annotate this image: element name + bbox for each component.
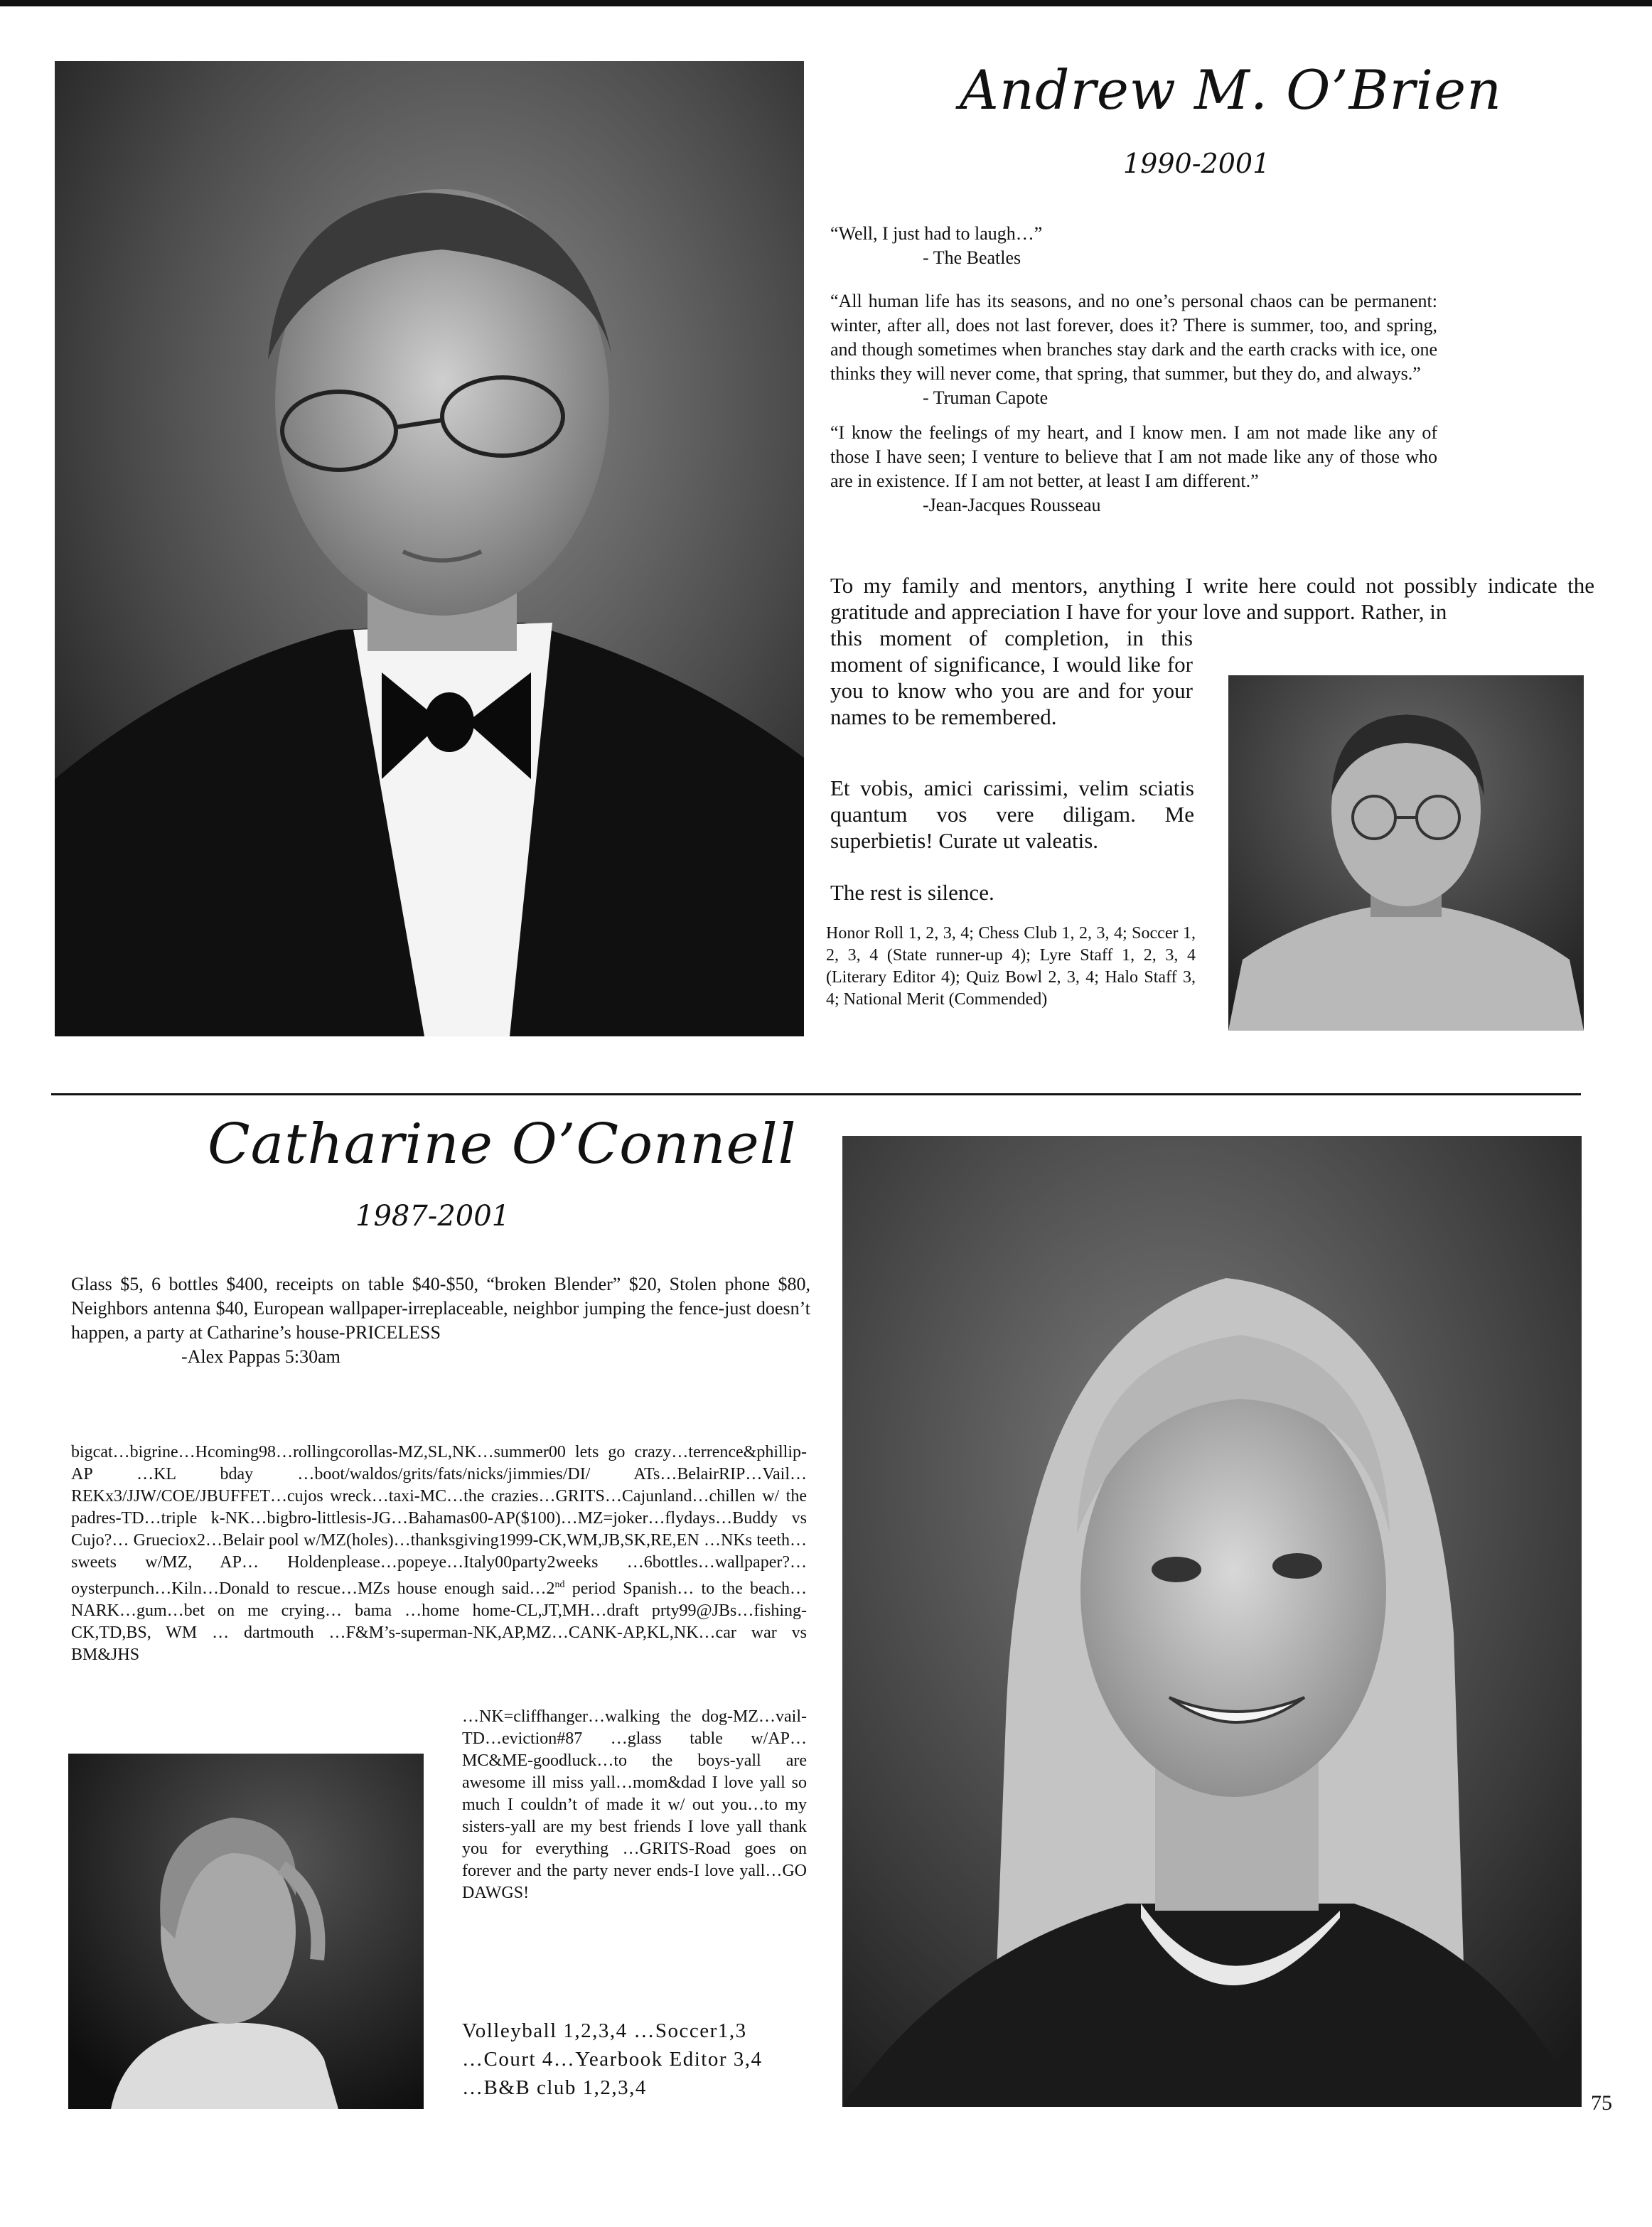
memories-text-continued: period Spanish… to the beach…NARK…gum…bet on me crying… bama …home home-CL,JT,MH…draft prty99@JBs…fishing-CK,TD,BS, WM … dartmouth …F&M’s-superman-NK,AP,MZ…CANK-AP,KL,NK…car war vs BM&JHS (71, 1579, 807, 1664)
andrew-quote-capote (830, 289, 1437, 410)
andrew-activities: Honor Roll 1, 2, 3, 4; Chess Club 1, 2, 3, 4; Soccer 1, 2, 3, 4 (State runner-up 4); Lyre Staff 1, 2, 3, 4 (Literary Editor 4); Quiz Bowl 2, 3, 4; Halo Staff 3, 4; National Merit (Commended) (826, 924, 1196, 1009)
memories-text: bigcat…bigrine…Hcoming98…rollingcorollas-MZ,SL,NK…summer00 lets go crazy…terrence&phillip-AP …KL bday …boot/waldos/grits/fats/nicks/jimmies/DI/ ATs…BelairRIP…Vail…REKx3/JJW/COE/JBUFFET…cujos wreck…taxi-MC…the crazies…GRITS…Cajunland…chillen w/ the padres-TD…triple k-NK…bigbro-littlesis-JG…Bahamas00-AP($100)…MZ=joker…flydays…Buddy vs Cujo?… Grueciox2…Belair pool w/MZ(holes)…thanksgiving1999-CK,WM,JB,SK,RE,EN …NKs teeth…sweets w/MZ, AP… Holdenplease…popeye…Italy00party2weeks …6bottles…wallpaper?… oysterpunch…Kiln…Donald to rescue…MZs house enough said…2 (71, 1443, 807, 1598)
quote-text: Glass $5, 6 bottles $400, receipts on table $40-$50, “broken Blender” $20, Stolen phone $80, Neighbors antenna $40, European wallpaper-irreplaceable, neighbor jumping the fence-just doesn’t happen, a party at Catharine’s house-PRICELESS (71, 1274, 810, 1343)
andrew-closing-line: The rest is silence. (830, 880, 994, 905)
andrew-casual-photo (1228, 675, 1584, 1031)
catharine-portrait-photo (842, 1136, 1582, 2107)
quote-text: “All human life has its seasons, and no one’s personal chaos can be permanent: winter, after all, does not last forever, does it? There is summer, too, and spring, and though sometimes when branches stay dark and the earth cracks with ice, one thinks they will never come, that spring, that summer, but they do, and always.” (830, 291, 1437, 384)
andrew-message-top: To my family and mentors, anything I write here could not possibly indicate the gratitude and appreciation I have for your love and support. Rather, in (830, 573, 1594, 624)
andrew-message-wrap: this moment of completion, in this moment of significance, I would like for you to know who you are and for your names to be remembered. (830, 626, 1193, 729)
catharine-quote (71, 1272, 810, 1369)
andrew-years: 1990-2001 (1123, 148, 1270, 179)
catharine-years: 1987-2001 (355, 1200, 510, 1233)
catharine-activities (462, 2017, 832, 2102)
andrew-latin-message: Et vobis, amici carissimi, velim sciatis quantum vos vere diligam. Me superbietis! Curate ut valeatis. (830, 776, 1194, 853)
activities-line: …Court 4…Yearbook Editor 3,4 (462, 2048, 763, 2071)
catharine-memories (71, 1442, 807, 1666)
memories-superscript: nd (554, 1579, 565, 1590)
activities-line: …B&B club 1,2,3,4 (462, 2076, 647, 2099)
andrew-quote-beatles (830, 222, 1434, 270)
section-divider (51, 1093, 1581, 1095)
page-number: 75 (1591, 2091, 1612, 2115)
andrew-name-heading: Andrew M. O’Brien (960, 58, 1503, 122)
quote-attribution: -Jean-Jacques Rousseau (923, 495, 1101, 515)
quote-text: “Well, I just had to laugh…” (830, 223, 1043, 244)
andrew-quote-rousseau (830, 421, 1437, 517)
quote-attribution: - The Beatles (923, 247, 1021, 268)
catharine-memories-wrap: …NK=cliffhanger…walking the dog-MZ…vail-TD…eviction#87 …glass table w/AP… MC&ME-goodluck…to the boys-yall are awesome ill miss yall…mom&dad I love yall so much I couldn’t of made it w/ out you…to my sisters-yall are my best friends I love yall thank you for everything …GRITS-Road goes on forever and the party never ends-I love yall…GO DAWGS! (462, 1707, 807, 1902)
catharine-name-heading: Catharine O’Connell (208, 1112, 797, 1176)
activities-line: Volleyball 1,2,3,4 …Soccer1,3 (462, 2019, 747, 2042)
top-border (0, 0, 1652, 6)
quote-text: “I know the feelings of my heart, and I know men. I am not made like any of those I have seen; I venture to believe that I am not made like any of those who are in existence. If I am not better, at least I am different.” (830, 422, 1437, 491)
catharine-candid-photo (68, 1754, 424, 2109)
quote-attribution: -Alex Pappas 5:30am (181, 1346, 340, 1367)
quote-attribution: - Truman Capote (923, 387, 1048, 408)
andrew-portrait-photo (55, 61, 804, 1036)
